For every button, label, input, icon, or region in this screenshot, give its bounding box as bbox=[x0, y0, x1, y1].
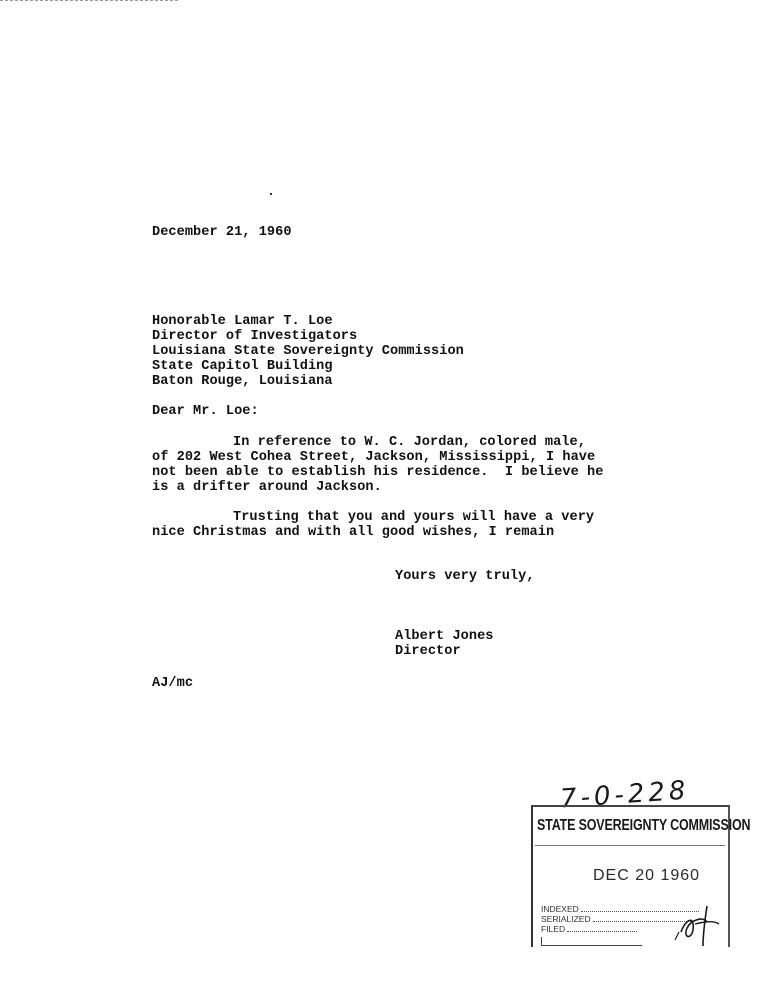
stamp-header: STATE SOVEREIGNTY COMMISSION bbox=[537, 817, 751, 834]
signer-title: Director bbox=[395, 644, 461, 659]
stamp-field-label: FILED bbox=[541, 924, 566, 934]
stamp-field-filed bbox=[541, 924, 637, 934]
body-paragraph-2-line: Trusting that you and yours will have a very bbox=[233, 510, 595, 525]
stamp-field-serialized bbox=[541, 914, 693, 924]
handwritten-file-number: 7-0-228 bbox=[559, 775, 691, 815]
stamp-date: DEC 20 1960 bbox=[593, 867, 701, 884]
body-paragraph-1-line: In reference to W. C. Jordan, colored male, bbox=[233, 435, 586, 450]
body-paragraph-1-line: is a drifter around Jackson. bbox=[152, 480, 382, 495]
signer-name: Albert Jones bbox=[395, 629, 494, 644]
addressee-line: State Capitol Building bbox=[152, 359, 333, 374]
salutation: Dear Mr. Loe: bbox=[152, 404, 259, 419]
body-paragraph-1-line: of 202 West Cohea Street, Jackson, Mississippi, I have bbox=[152, 450, 596, 465]
letter-date: December 21, 1960 bbox=[152, 225, 292, 240]
scan-speck bbox=[270, 193, 272, 195]
addressee-line: Louisiana State Sovereignty Commission bbox=[152, 344, 464, 359]
body-paragraph-2-line: nice Christmas and with all good wishes, I remain bbox=[152, 525, 555, 540]
typist-initials: AJ/mc bbox=[152, 676, 194, 691]
addressee-line: Honorable Lamar T. Loe bbox=[152, 314, 333, 329]
stamp-divider bbox=[535, 845, 725, 846]
addressee-line: Director of Investigators bbox=[152, 329, 358, 344]
stamp-field-label: INDEXED bbox=[541, 904, 579, 914]
scan-edge-dash bbox=[0, 0, 178, 1]
body-paragraph-1-line: not been able to establish his residence. I believe he bbox=[152, 465, 604, 480]
receipt-stamp bbox=[531, 805, 751, 947]
stamp-field-label: SERIALIZED bbox=[541, 914, 591, 924]
stamp-entry-box bbox=[541, 937, 642, 946]
handwritten-initials-mark bbox=[673, 902, 723, 947]
addressee-line: Baton Rouge, Louisiana bbox=[152, 374, 333, 389]
complimentary-closing: Yours very truly, bbox=[395, 569, 535, 584]
